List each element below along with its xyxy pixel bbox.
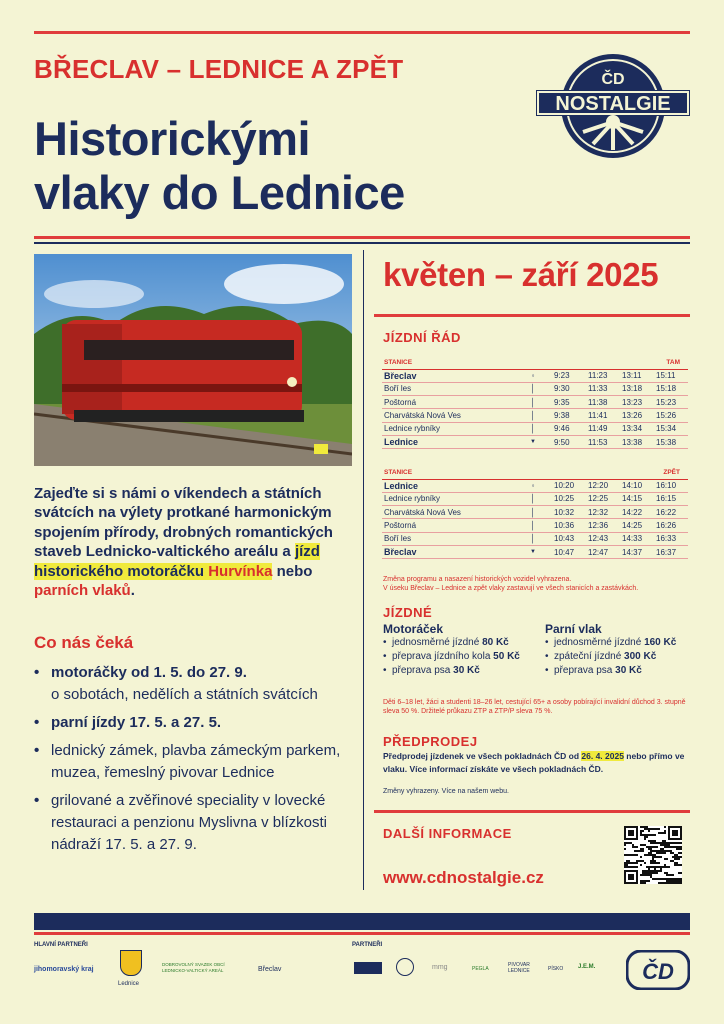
departure-time: 13:26 [620,409,654,422]
partner-mmg: mmg [432,964,448,971]
timetable-row [382,492,688,505]
departure-time: 14:37 [620,545,654,558]
departure-time: 16:22 [654,506,688,519]
departure-time: 15:18 [654,382,688,395]
direction-arrow: │ [512,422,552,435]
intro-text-1: Zajeďte si s námi o víkendech a státních svátcích na výlety protkané harmonickým spojením přírody, drobných romantických staveb Lednicko-valtického areálu a [34,485,333,561]
direction-arrow: │ [512,492,552,505]
departure-time: 12:20 [586,479,620,492]
highlight-item [34,712,354,734]
season-dates: květen – září 2025 [383,256,659,293]
departure-time: 13:18 [620,382,654,395]
departure-time: 16:10 [654,479,688,492]
fare-row: • zpáteční jízdné 300 Kč [545,650,676,664]
station-name: Lednice [382,435,512,448]
highlight-text: o sobotách, nedělích a státních svátcích [51,686,318,703]
timetable-row [382,506,688,519]
qr-code[interactable] [624,826,682,884]
timetable-header-row [382,467,688,479]
direction-arrow: │ [512,519,552,532]
departure-time: 12:25 [586,492,620,505]
departure-time: 14:22 [620,506,654,519]
departure-time: 11:53 [586,435,620,448]
footer-red-bar [34,932,690,935]
station-name: Boří les [382,382,512,395]
departure-time: 11:41 [586,409,620,422]
partner-logo-2 [396,958,414,976]
partner-lva: DOBROVOLNÝ SVAZEK OBCÍ LEDNICKO-VALTICKÝ AREÁL [162,962,225,973]
logo-text: NOSTALGIE [555,93,671,115]
fare-row: • jednosměrné jízdné 80 Kč [383,636,520,650]
direction-back: ZPĚT [654,467,688,479]
departure-time: 11:49 [586,422,620,435]
info-rule [374,810,690,813]
departure-time: 15:34 [654,422,688,435]
intro-highlight-hurvinek: Hurvínka [208,562,273,580]
highlight-item [34,740,354,784]
departure-time: 16:15 [654,492,688,505]
partner-lednice-crest [120,950,142,976]
fares-discount: Děti 6–18 let, žáci a studenti 18–26 let, cestující 65+ a osoby pobírající invalidní důchod 3. stupně sleva 50 %. Držitelé průkazu ZTP a ZTP/P sleva 75 %. [383,699,686,715]
timetable-row [382,479,688,492]
timetable-row [382,519,688,532]
timetable-header-row [382,357,688,369]
title-line-2: vlaky do Lednice [34,166,405,219]
station-name: Boří les [382,532,512,545]
departure-time: 12:32 [586,506,620,519]
timetable-note-1: Změna programu a nasazení historických vozidel vyhrazena. [383,576,572,583]
partner-breclav: Břeclav [258,966,282,973]
departure-time: 15:26 [654,409,688,422]
direction-arrow: │ [512,532,552,545]
highlights-list [34,662,354,862]
fares-steam [545,622,676,678]
direction-arrow: │ [512,506,552,519]
partners-label: PARTNEŘI [352,942,383,948]
station-name: Poštorná [382,519,512,532]
departure-time: 16:33 [654,532,688,545]
timetable-row [382,545,688,558]
column-divider [363,250,364,890]
presale-note: Změny vyhrazeny. Více na našem webu. [383,788,509,795]
direction-arrow: ◦ [512,479,552,492]
highlight-bold: parní jízdy 17. 5. a 27. 5. [51,714,222,731]
departure-time: 13:11 [620,369,654,382]
highlight-text: lednický zámek, plavba zámeckým parkem, muzea, řemeslný pivovar Lednice [51,742,341,781]
col-station: STANICE [382,467,512,479]
departure-time: 9:35 [552,396,586,409]
main-partners-label: HLAVNÍ PARTNEŘI [34,942,88,948]
fare-price: 50 Kč [493,651,520,662]
fare-row: • jednosměrné jízdné 160 Kč [545,636,676,650]
partner-jmk: jihomoravský kraj [34,966,94,973]
title-line-1: Historickými [34,112,311,165]
intro-highlight-2: historického motoráčku [34,562,209,580]
intro-highlight-1: jízd [294,543,320,561]
timetable-row [382,532,688,545]
timetable-note-2: V úseku Břeclav – Lednice a zpět vlaky zastavují ve všech stanicích a zastávkách. [383,585,639,592]
more-info-heading: DALŠÍ INFORMACE [383,826,512,841]
website-link[interactable]: www.cdnostalgie.cz [383,868,544,887]
departure-time: 10:20 [552,479,586,492]
departure-time: 10:43 [552,532,586,545]
departure-time: 11:38 [586,396,620,409]
header-rule-1 [34,236,690,239]
departure-time: 14:10 [620,479,654,492]
footer-navy-bar [34,913,690,930]
direction-arrow: ▼ [512,545,552,558]
intro-text-3: . [130,582,135,600]
timetable-row [382,422,688,435]
highlight-bold: motoráčky od 1. 5. do 27. 9. [51,664,247,681]
station-name: Charvátská Nová Ves [382,409,512,422]
presale-date: 26. 4. 2025 [581,751,624,761]
departure-time: 10:47 [552,545,586,558]
departure-time: 16:26 [654,519,688,532]
logo-top-text: ČD [601,71,625,88]
departure-time: 9:38 [552,409,586,422]
station-name: Břeclav [382,369,512,382]
departure-time: 15:38 [654,435,688,448]
what-awaits-heading: Co nás čeká [34,633,134,652]
timetable-row [382,369,688,382]
departure-time: 9:30 [552,382,586,395]
top-rule [34,31,690,34]
departure-time: 11:33 [586,382,620,395]
train-photo [34,254,352,466]
station-name: Lednice rybníky [382,422,512,435]
partner-pegla: PEGLA [472,966,489,972]
presale-heading: PŘEDPRODEJ [383,734,478,749]
fare-price: 300 Kč [624,651,657,662]
direction-arrow: ◦ [512,369,552,382]
departure-time: 12:36 [586,519,620,532]
station-name: Lednice rybníky [382,492,512,505]
cd-logo-text: ČD [642,959,674,984]
departure-time: 12:47 [586,545,620,558]
departure-time: 13:38 [620,435,654,448]
departure-time: 15:23 [654,396,688,409]
timetable-row [382,382,688,395]
fare-price: 30 Kč [453,665,480,676]
departure-time: 13:34 [620,422,654,435]
direction-arrow: │ [512,396,552,409]
departure-time: 9:23 [552,369,586,382]
departure-time: 16:37 [654,545,688,558]
direction-arrow: │ [512,382,552,395]
partner-pisko: PÍSKO [548,966,564,972]
fare-row: • přeprava psa 30 Kč [545,664,676,678]
direction-arrow: │ [512,409,552,422]
station-name: Poštorná [382,396,512,409]
departure-time: 12:43 [586,532,620,545]
departure-time: 10:36 [552,519,586,532]
fare-row: • přeprava psa 30 Kč [383,664,520,678]
highlight-text: grilované a zvěřinové speciality v lovecké restauraci a penzionu Myslivna v blízkosti nádraží 17. 5. a 27. 9. [51,792,327,853]
direction-there: TAM [654,357,688,369]
fares-heading: JÍZDNÉ [383,605,433,620]
header-rule-2 [34,242,690,244]
intro-steam-trains: parních vlaků [34,582,131,600]
departure-time: 14:15 [620,492,654,505]
partner-logo-1 [354,962,382,974]
col-station: STANICE [382,357,512,369]
departure-time: 15:11 [654,369,688,382]
departure-time: 14:25 [620,519,654,532]
timetable-row [382,409,688,422]
cd-nostalgie-logo [536,52,690,160]
page-title [34,112,405,220]
timetable-row [382,435,688,448]
intro-text-2: nebo [272,562,313,580]
fare-price: 160 Kč [644,637,677,648]
departure-time: 14:33 [620,532,654,545]
cd-logo [626,950,690,990]
timetable-there [382,357,688,449]
departure-time: 11:23 [586,369,620,382]
partner-lednice: Lednice [118,981,140,987]
fare-price: 80 Kč [482,637,509,648]
fares-steam-title: Parní vlak [545,622,602,636]
station-name: Břeclav [382,545,512,558]
fares-motorak [383,622,520,678]
fare-row: • přeprava jízdního kola 50 Kč [383,650,520,664]
departure-time: 9:46 [552,422,586,435]
departure-time: 10:32 [552,506,586,519]
station-name: Charvátská Nová Ves [382,506,512,519]
partner-jem: J.E.M. [578,964,596,970]
timetable-row [382,396,688,409]
fare-price: 30 Kč [615,665,642,676]
departure-time: 9:50 [552,435,586,448]
intro-paragraph [34,484,354,600]
timetable-back [382,467,688,559]
route-title: BŘECLAV – LEDNICE A ZPĚT [34,54,404,84]
timetable-heading: JÍZDNÍ ŘÁD [383,330,461,345]
presale-text: Předprodej jízdenek ve všech pokladnách ČD od 26. 4. 2025 nebo přímo ve vlaku. Více informací získáte ve všech pokladnách ČD. [383,751,685,774]
fares-motorak-title: Motoráček [383,622,444,636]
highlight-item [34,790,354,856]
direction-arrow: ▼ [512,435,552,448]
station-name: Lednice [382,479,512,492]
departure-time: 13:23 [620,396,654,409]
departure-time: 10:25 [552,492,586,505]
season-rule [374,314,690,317]
highlight-item [34,662,354,706]
partner-pivovar: PIVOVAR LEDNICE [508,962,530,974]
